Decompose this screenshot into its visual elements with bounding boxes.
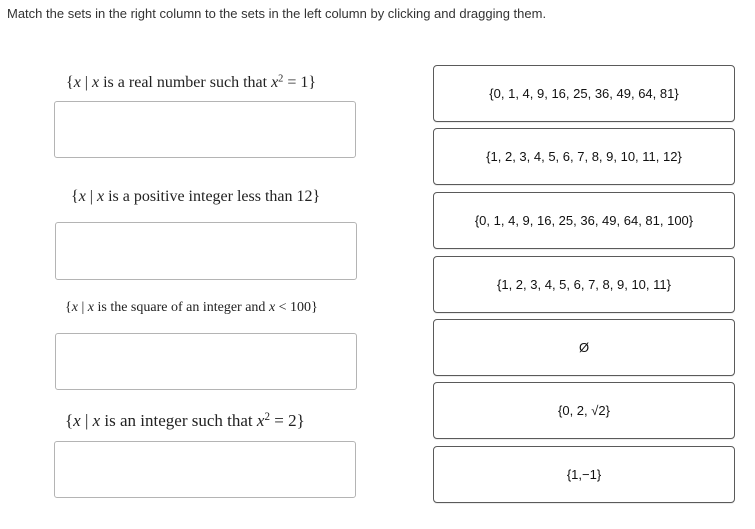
- choice-7[interactable]: {1,−1}: [433, 446, 735, 503]
- instructions-text: Match the sets in the right column to the sets in the left column by clicking and dragging them.: [7, 6, 547, 21]
- choice-3[interactable]: {0, 1, 4, 9, 16, 25, 36, 49, 64, 81, 100}: [433, 192, 735, 249]
- drop-target-1[interactable]: [54, 101, 356, 158]
- left-set-1: {x | x is a real number such that $x^2 = 1$}: [66, 73, 317, 91]
- choice-6[interactable]: {0, 2, √2}: [433, 382, 735, 439]
- drop-target-4[interactable]: [54, 441, 356, 498]
- left-set-2: {x | x is a positive integer less than 12}: [71, 188, 321, 205]
- drop-target-3[interactable]: [55, 333, 357, 390]
- choice-5[interactable]: Ø: [433, 319, 735, 376]
- left-set-4: {x | x is an integer such that $x^2 = 2$}: [65, 410, 305, 430]
- drop-target-2[interactable]: [55, 222, 357, 280]
- left-set-3: {x | x is the square of an integer and x < 100}: [65, 300, 318, 315]
- choice-4[interactable]: {1, 2, 3, 4, 5, 6, 7, 8, 9, 10, 11}: [433, 256, 735, 313]
- choice-1[interactable]: {0, 1, 4, 9, 16, 25, 36, 49, 64, 81}: [433, 65, 735, 122]
- choice-2[interactable]: {1, 2, 3, 4, 5, 6, 7, 8, 9, 10, 11, 12}: [433, 128, 735, 185]
